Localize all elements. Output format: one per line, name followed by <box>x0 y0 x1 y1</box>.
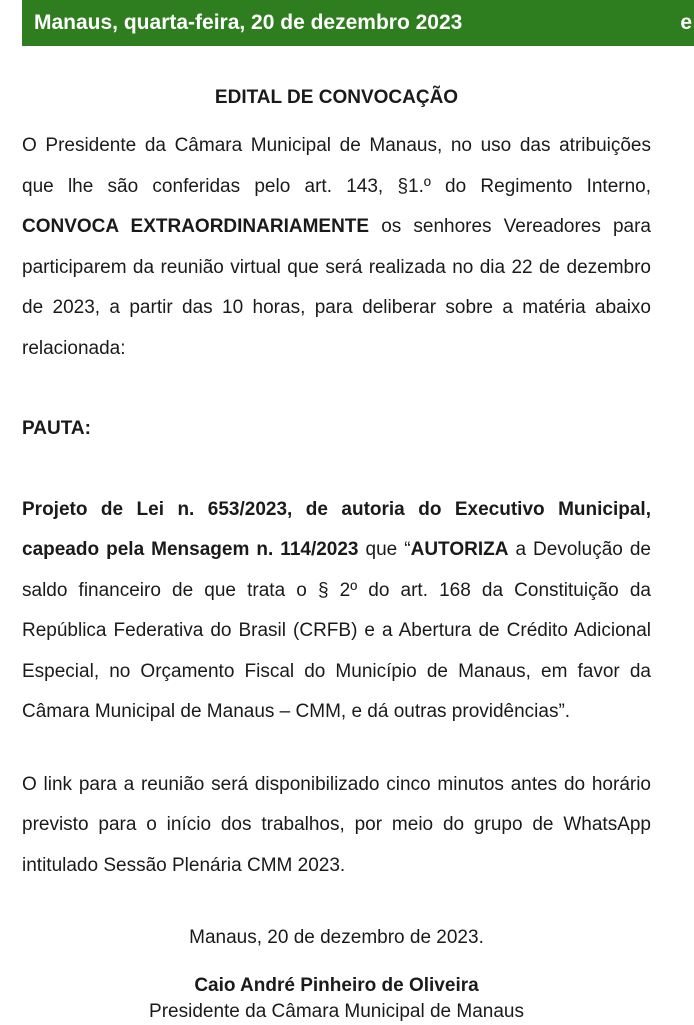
bill-reference: Projeto de Lei n. 653/2023, de autoria do Executivo Municipal, capeado pela Mensagem n. 114/2023 <box>22 498 651 560</box>
bill-text-joiner: que “ <box>358 539 411 560</box>
spacer <box>22 369 651 409</box>
signer-role: Presidente da Câmara Municipal de Manaus <box>149 1000 524 1022</box>
convocation-emphasis: CONVOCA EXTRAORDINARIAMENTE <box>22 216 370 237</box>
place-and-date: Manaus, 20 de dezembro de 2023. <box>189 927 484 948</box>
header-date-line: Manaus, quarta-feira, 20 de dezembro 2023 <box>34 11 463 34</box>
header-cut-text: e <box>680 11 692 34</box>
spacer <box>22 959 651 973</box>
document-title: EDITAL DE CONVOCAÇÃO <box>214 87 459 108</box>
bill-description: a Devolução de saldo financeiro de que trata o § 2º do art. 168 da Constituição da República Federativa do Brasil (CRFB) e a Abertura de Crédito Adicional Especial, no Orçamento Fiscal do Município de Manaus, em favor da Câmara Municipal de Manaus – CMM, e dá outras providências”. <box>22 539 651 722</box>
convocation-paragraph <box>22 126 651 369</box>
meeting-link-paragraph: O link para a reunião será disponibilizado cinco minutos antes do horário previsto para o início dos trabalhos, por meio do grupo de WhatsApp intitulado Sessão Plenária CMM 2023. <box>22 773 651 876</box>
pauta-item-paragraph <box>22 490 651 733</box>
bill-authorizes: AUTORIZA <box>410 539 509 560</box>
spacer <box>22 733 651 765</box>
signer-name: Caio André Pinheiro de Oliveira <box>194 974 479 996</box>
convocation-text-rest: os senhores Vereadores para participarem da reunião virtual que será realizada no dia 22 de dezembro de 2023, a partir das 10 horas, para deliberar sobre a matéria abaixo relacionada: <box>22 216 651 359</box>
pauta-label: PAUTA: <box>22 418 91 439</box>
edital-document <box>22 78 651 1025</box>
spacer <box>22 450 651 490</box>
spacer <box>22 886 651 918</box>
newspaper-header-bar <box>22 0 694 46</box>
convocation-text-intro: O Presidente da Câmara Municipal de Manaus, no uso das atribuições que lhe são conferidas pelo art. 143, §1.º do Regimento Interno, <box>22 135 651 197</box>
